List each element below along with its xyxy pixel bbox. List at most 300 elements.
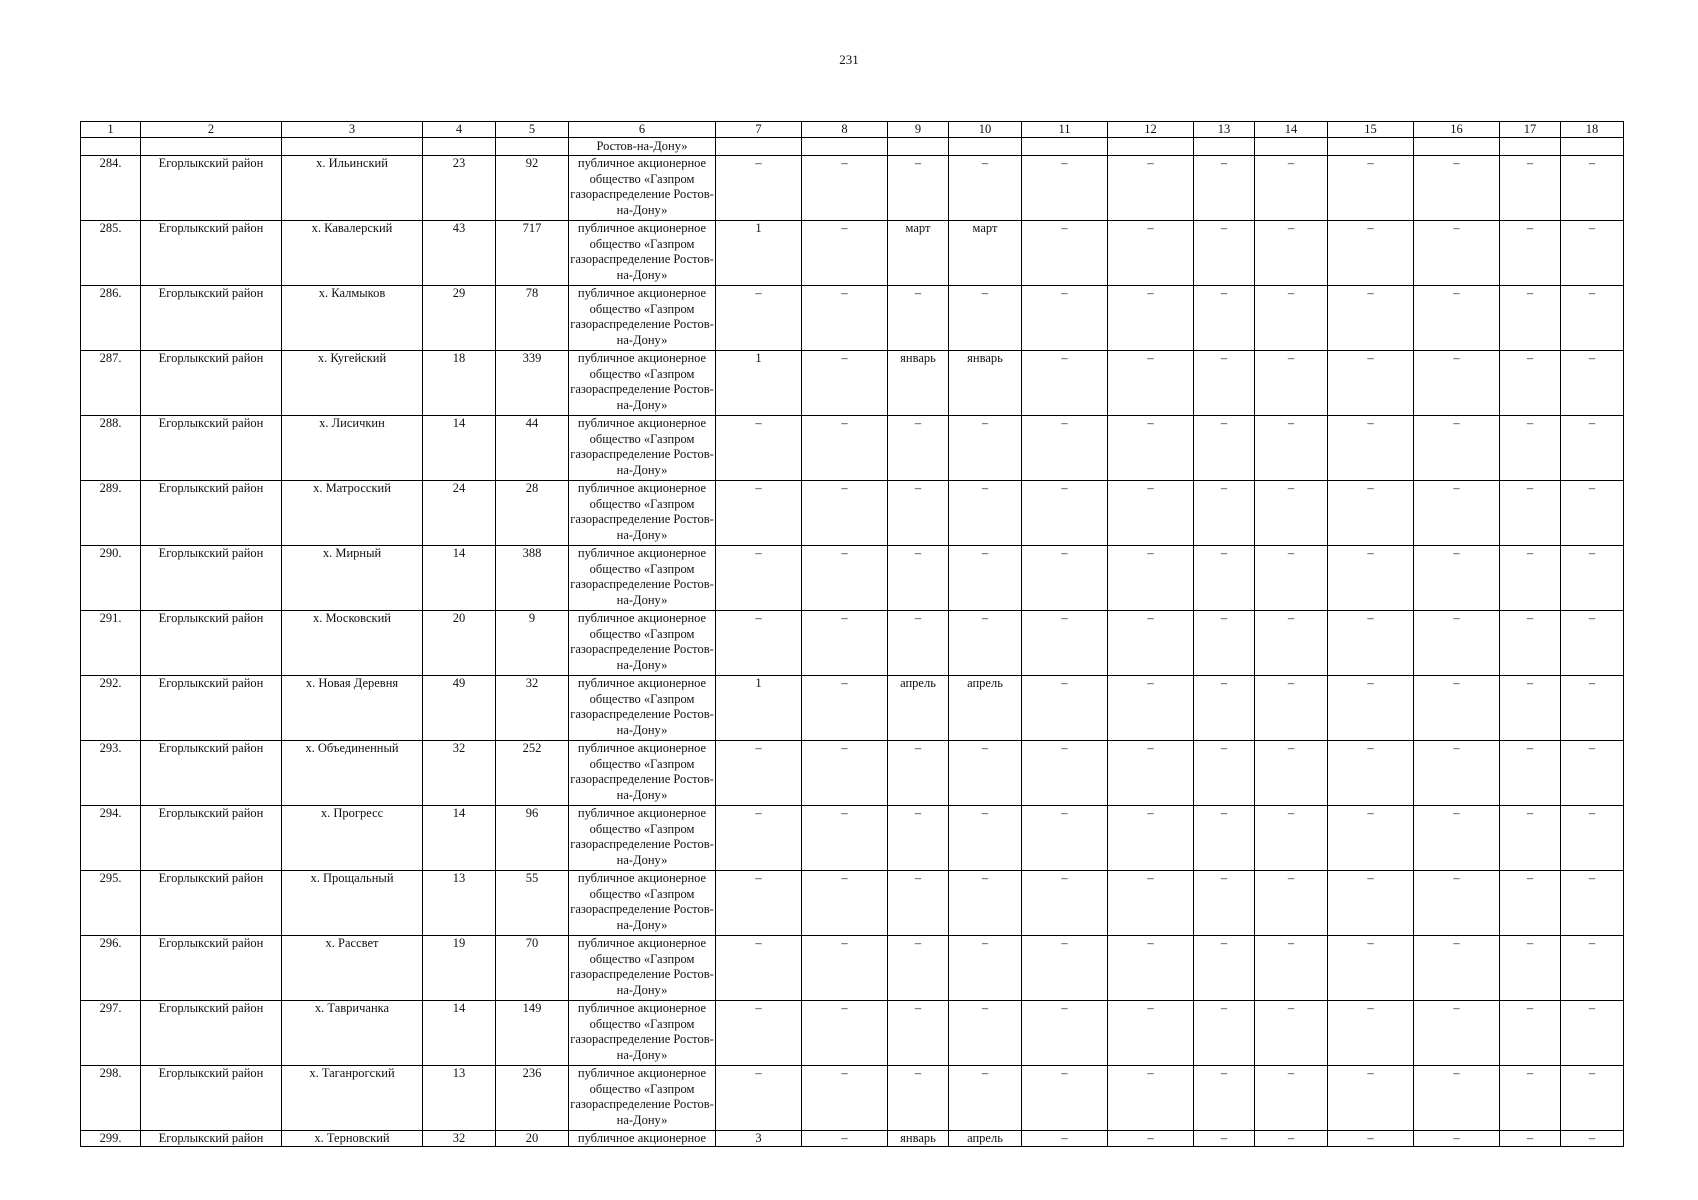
value-cell: 32 bbox=[423, 741, 496, 806]
value-cell: – bbox=[1561, 611, 1624, 676]
value-cell: 1 bbox=[716, 676, 802, 741]
value-cell: 44 bbox=[496, 416, 569, 481]
value-cell: – bbox=[1500, 806, 1561, 871]
row-number-cell: 289. bbox=[81, 481, 141, 546]
value-cell: – bbox=[1108, 741, 1194, 806]
month-cell: – bbox=[888, 286, 949, 351]
district-cell: Егорлыкский район bbox=[141, 936, 282, 1001]
value-cell: – bbox=[1561, 156, 1624, 221]
value-cell: – bbox=[716, 481, 802, 546]
month-cell: – bbox=[888, 741, 949, 806]
empty-cell bbox=[1255, 138, 1328, 156]
column-number: 9 bbox=[888, 122, 949, 138]
value-cell: – bbox=[1255, 546, 1328, 611]
value-cell: – bbox=[1561, 546, 1624, 611]
value-cell: 32 bbox=[496, 676, 569, 741]
empty-cell bbox=[423, 138, 496, 156]
empty-cell bbox=[802, 138, 888, 156]
value-cell: – bbox=[1194, 416, 1255, 481]
value-cell: – bbox=[1108, 1066, 1194, 1131]
value-cell: – bbox=[1194, 286, 1255, 351]
value-cell: – bbox=[1022, 936, 1108, 1001]
value-cell: – bbox=[1561, 676, 1624, 741]
row-number-cell: 292. bbox=[81, 676, 141, 741]
value-cell: 43 bbox=[423, 221, 496, 286]
month-cell: – bbox=[888, 871, 949, 936]
month-cell: – bbox=[949, 741, 1022, 806]
month-cell: – bbox=[949, 871, 1022, 936]
operator-cell: публичное акционерное общество «Газпром газораспределение Ростов-на-Дону» bbox=[569, 871, 716, 936]
month-cell: январь bbox=[888, 351, 949, 416]
value-cell: – bbox=[1500, 1066, 1561, 1131]
operator-cell: публичное акционерное общество «Газпром газораспределение Ростов-на-Дону» bbox=[569, 546, 716, 611]
column-number: 4 bbox=[423, 122, 496, 138]
table-row bbox=[81, 611, 1624, 676]
column-number: 6 bbox=[569, 122, 716, 138]
empty-cell bbox=[1500, 138, 1561, 156]
month-cell: – bbox=[949, 286, 1022, 351]
value-cell: – bbox=[1022, 1001, 1108, 1066]
value-cell: – bbox=[802, 676, 888, 741]
district-cell: Егорлыкский район bbox=[141, 871, 282, 936]
district-cell: Егорлыкский район bbox=[141, 221, 282, 286]
value-cell: – bbox=[1414, 1131, 1500, 1147]
value-cell: – bbox=[1414, 741, 1500, 806]
empty-cell bbox=[888, 138, 949, 156]
empty-cell bbox=[141, 138, 282, 156]
column-number-row bbox=[81, 122, 1624, 138]
operator-cell: публичное акционерное общество «Газпром газораспределение Ростов-на-Дону» bbox=[569, 481, 716, 546]
district-cell: Егорлыкский район bbox=[141, 741, 282, 806]
value-cell: – bbox=[1194, 806, 1255, 871]
value-cell: – bbox=[1561, 481, 1624, 546]
value-cell: – bbox=[716, 871, 802, 936]
value-cell: 388 bbox=[496, 546, 569, 611]
value-cell: – bbox=[1194, 871, 1255, 936]
value-cell: 78 bbox=[496, 286, 569, 351]
value-cell: – bbox=[1328, 1001, 1414, 1066]
value-cell: 18 bbox=[423, 351, 496, 416]
value-cell: – bbox=[1414, 806, 1500, 871]
value-cell: – bbox=[716, 286, 802, 351]
district-cell: Егорлыкский район bbox=[141, 416, 282, 481]
empty-cell bbox=[1561, 138, 1624, 156]
value-cell: – bbox=[1108, 286, 1194, 351]
month-cell: – bbox=[949, 546, 1022, 611]
district-cell: Егорлыкский район bbox=[141, 1066, 282, 1131]
value-cell: – bbox=[1328, 676, 1414, 741]
value-cell: – bbox=[802, 936, 888, 1001]
value-cell: – bbox=[1255, 351, 1328, 416]
row-number-cell: 288. bbox=[81, 416, 141, 481]
operator-cell: публичное акционерное общество «Газпром газораспределение Ростов-на-Дону» bbox=[569, 806, 716, 871]
value-cell: – bbox=[1414, 871, 1500, 936]
value-cell: 29 bbox=[423, 286, 496, 351]
month-cell: – bbox=[888, 1066, 949, 1131]
value-cell: 1 bbox=[716, 221, 802, 286]
value-cell: – bbox=[1194, 936, 1255, 1001]
value-cell: – bbox=[1561, 1131, 1624, 1147]
value-cell: – bbox=[1022, 871, 1108, 936]
column-number: 8 bbox=[802, 122, 888, 138]
value-cell: – bbox=[1500, 221, 1561, 286]
month-cell: апрель bbox=[949, 1131, 1022, 1147]
value-cell: – bbox=[1255, 936, 1328, 1001]
value-cell: 9 bbox=[496, 611, 569, 676]
table-row bbox=[81, 1066, 1624, 1131]
value-cell: – bbox=[1500, 286, 1561, 351]
value-cell: – bbox=[716, 1066, 802, 1131]
empty-cell bbox=[1022, 138, 1108, 156]
value-cell: – bbox=[1255, 1001, 1328, 1066]
value-cell: – bbox=[1194, 546, 1255, 611]
district-cell: Егорлыкский район bbox=[141, 481, 282, 546]
value-cell: – bbox=[1414, 351, 1500, 416]
value-cell: – bbox=[1108, 416, 1194, 481]
empty-cell bbox=[949, 138, 1022, 156]
month-cell: – bbox=[949, 481, 1022, 546]
operator-cell: публичное акционерное общество «Газпром газораспределение Ростов-на-Дону» bbox=[569, 936, 716, 1001]
value-cell: – bbox=[1022, 221, 1108, 286]
value-cell: 13 bbox=[423, 871, 496, 936]
value-cell: – bbox=[802, 741, 888, 806]
value-cell: – bbox=[1500, 156, 1561, 221]
table-row bbox=[81, 741, 1624, 806]
operator-cell: публичное акционерное общество «Газпром газораспределение Ростов-на-Дону» bbox=[569, 286, 716, 351]
month-cell: – bbox=[949, 611, 1022, 676]
empty-cell bbox=[716, 138, 802, 156]
empty-cell bbox=[496, 138, 569, 156]
value-cell: – bbox=[1561, 221, 1624, 286]
operator-cell: публичное акционерное общество «Газпром газораспределение Ростов-на-Дону» bbox=[569, 221, 716, 286]
month-cell: – bbox=[888, 156, 949, 221]
table-row bbox=[81, 676, 1624, 741]
district-cell: Егорлыкский район bbox=[141, 806, 282, 871]
empty-cell bbox=[282, 138, 423, 156]
value-cell: 20 bbox=[423, 611, 496, 676]
district-cell: Егорлыкский район bbox=[141, 286, 282, 351]
value-cell: – bbox=[1414, 611, 1500, 676]
table-row bbox=[81, 156, 1624, 221]
value-cell: – bbox=[1194, 156, 1255, 221]
value-cell: 23 bbox=[423, 156, 496, 221]
row-number-cell: 294. bbox=[81, 806, 141, 871]
value-cell: – bbox=[1328, 351, 1414, 416]
value-cell: – bbox=[1328, 611, 1414, 676]
empty-cell bbox=[81, 138, 141, 156]
value-cell: 14 bbox=[423, 806, 496, 871]
settlement-cell: х. Новая Деревня bbox=[282, 676, 423, 741]
district-cell: Егорлыкский район bbox=[141, 156, 282, 221]
column-number: 1 bbox=[81, 122, 141, 138]
value-cell: – bbox=[1500, 416, 1561, 481]
table-row bbox=[81, 1001, 1624, 1066]
value-cell: 13 bbox=[423, 1066, 496, 1131]
settlement-cell: х. Терновский bbox=[282, 1131, 423, 1147]
value-cell: 55 bbox=[496, 871, 569, 936]
table-row bbox=[81, 286, 1624, 351]
value-cell: 24 bbox=[423, 481, 496, 546]
month-cell: – bbox=[949, 1001, 1022, 1066]
value-cell: – bbox=[1414, 481, 1500, 546]
table-row bbox=[81, 351, 1624, 416]
empty-cell bbox=[1414, 138, 1500, 156]
district-cell: Егорлыкский район bbox=[141, 1131, 282, 1147]
operator-cell: публичное акционерное общество «Газпром газораспределение Ростов-на-Дону» bbox=[569, 156, 716, 221]
value-cell: – bbox=[1255, 806, 1328, 871]
value-cell: – bbox=[716, 416, 802, 481]
value-cell: – bbox=[1194, 741, 1255, 806]
row-number-cell: 286. bbox=[81, 286, 141, 351]
value-cell: – bbox=[1561, 871, 1624, 936]
month-cell: март bbox=[888, 221, 949, 286]
value-cell: – bbox=[1328, 286, 1414, 351]
operator-cell: публичное акционерное общество «Газпром газораспределение Ростов-на-Дону» bbox=[569, 741, 716, 806]
month-cell: – bbox=[888, 806, 949, 871]
settlement-cell: х. Калмыков bbox=[282, 286, 423, 351]
value-cell: – bbox=[1414, 676, 1500, 741]
value-cell: – bbox=[802, 481, 888, 546]
value-cell: – bbox=[716, 611, 802, 676]
value-cell: 92 bbox=[496, 156, 569, 221]
row-number-cell: 290. bbox=[81, 546, 141, 611]
operator-cell: публичное акционерное общество «Газпром газораспределение Ростов-на-Дону» bbox=[569, 1001, 716, 1066]
value-cell: – bbox=[1328, 1131, 1414, 1147]
table-row bbox=[81, 221, 1624, 286]
value-cell: – bbox=[1414, 1066, 1500, 1131]
value-cell: – bbox=[1500, 936, 1561, 1001]
value-cell: – bbox=[1255, 1066, 1328, 1131]
row-number-cell: 297. bbox=[81, 1001, 141, 1066]
value-cell: 32 bbox=[423, 1131, 496, 1147]
value-cell: – bbox=[1022, 481, 1108, 546]
value-cell: – bbox=[1194, 221, 1255, 286]
value-cell: – bbox=[1328, 221, 1414, 286]
column-number: 2 bbox=[141, 122, 282, 138]
value-cell: – bbox=[1414, 416, 1500, 481]
table-row bbox=[81, 936, 1624, 1001]
value-cell: – bbox=[1255, 156, 1328, 221]
value-cell: – bbox=[1108, 1131, 1194, 1147]
district-cell: Егорлыкский район bbox=[141, 351, 282, 416]
value-cell: – bbox=[1328, 546, 1414, 611]
table-row bbox=[81, 1131, 1624, 1147]
value-cell: 1 bbox=[716, 351, 802, 416]
district-cell: Егорлыкский район bbox=[141, 1001, 282, 1066]
column-number: 16 bbox=[1414, 122, 1500, 138]
operator-cell: публичное акционерное общество «Газпром газораспределение Ростов-на-Дону» bbox=[569, 676, 716, 741]
value-cell: – bbox=[1414, 936, 1500, 1001]
value-cell: – bbox=[1255, 221, 1328, 286]
value-cell: – bbox=[1194, 1131, 1255, 1147]
settlement-cell: х. Рассвет bbox=[282, 936, 423, 1001]
value-cell: – bbox=[1500, 481, 1561, 546]
value-cell: – bbox=[1328, 871, 1414, 936]
value-cell: – bbox=[1022, 156, 1108, 221]
value-cell: – bbox=[1561, 1001, 1624, 1066]
value-cell: – bbox=[1561, 741, 1624, 806]
value-cell: 20 bbox=[496, 1131, 569, 1147]
month-cell: январь bbox=[949, 351, 1022, 416]
value-cell: – bbox=[1108, 676, 1194, 741]
value-cell: – bbox=[1328, 156, 1414, 221]
column-number: 7 bbox=[716, 122, 802, 138]
settlement-cell: х. Кугейский bbox=[282, 351, 423, 416]
column-number: 3 bbox=[282, 122, 423, 138]
month-cell: – bbox=[888, 481, 949, 546]
row-number-cell: 287. bbox=[81, 351, 141, 416]
value-cell: – bbox=[802, 546, 888, 611]
value-cell: – bbox=[1022, 806, 1108, 871]
value-cell: – bbox=[1500, 741, 1561, 806]
page-number: 231 bbox=[839, 52, 859, 67]
value-cell: – bbox=[1194, 351, 1255, 416]
value-cell: – bbox=[802, 286, 888, 351]
value-cell: – bbox=[1328, 1066, 1414, 1131]
row-number-cell: 295. bbox=[81, 871, 141, 936]
district-cell: Егорлыкский район bbox=[141, 611, 282, 676]
empty-cell bbox=[1328, 138, 1414, 156]
value-cell: – bbox=[1108, 481, 1194, 546]
value-cell: 236 bbox=[496, 1066, 569, 1131]
value-cell: – bbox=[1328, 806, 1414, 871]
value-cell: – bbox=[1414, 1001, 1500, 1066]
value-cell: – bbox=[802, 1131, 888, 1147]
value-cell: – bbox=[1328, 416, 1414, 481]
value-cell: 339 bbox=[496, 351, 569, 416]
value-cell: – bbox=[716, 156, 802, 221]
settlement-cell: х. Кавалерский bbox=[282, 221, 423, 286]
row-number-cell: 298. bbox=[81, 1066, 141, 1131]
value-cell: – bbox=[1022, 351, 1108, 416]
value-cell: 252 bbox=[496, 741, 569, 806]
value-cell: – bbox=[1194, 611, 1255, 676]
value-cell: 49 bbox=[423, 676, 496, 741]
value-cell: – bbox=[1108, 1001, 1194, 1066]
value-cell: 3 bbox=[716, 1131, 802, 1147]
value-cell: – bbox=[716, 741, 802, 806]
value-cell: – bbox=[1108, 611, 1194, 676]
settlement-cell: х. Прогресс bbox=[282, 806, 423, 871]
column-number: 5 bbox=[496, 122, 569, 138]
value-cell: – bbox=[1561, 286, 1624, 351]
value-cell: – bbox=[802, 416, 888, 481]
value-cell: – bbox=[1108, 351, 1194, 416]
month-cell: – bbox=[888, 611, 949, 676]
value-cell: – bbox=[716, 1001, 802, 1066]
row-number-cell: 293. bbox=[81, 741, 141, 806]
value-cell: – bbox=[1022, 1066, 1108, 1131]
operator-cell: публичное акционерное общество «Газпром газораспределение Ростов-на-Дону» bbox=[569, 416, 716, 481]
value-cell: – bbox=[1500, 546, 1561, 611]
value-cell: 717 bbox=[496, 221, 569, 286]
month-cell: – bbox=[949, 156, 1022, 221]
month-cell: – bbox=[888, 546, 949, 611]
column-number: 18 bbox=[1561, 122, 1624, 138]
empty-cell bbox=[1194, 138, 1255, 156]
value-cell: – bbox=[1255, 611, 1328, 676]
value-cell: – bbox=[1255, 1131, 1328, 1147]
operator-cell: публичное акционерное общество «Газпром газораспределение Ростов-на-Дону» bbox=[569, 351, 716, 416]
column-number: 10 bbox=[949, 122, 1022, 138]
value-cell: – bbox=[1022, 676, 1108, 741]
month-cell: апрель bbox=[888, 676, 949, 741]
value-cell: 96 bbox=[496, 806, 569, 871]
settlement-cell: х. Таганрогский bbox=[282, 1066, 423, 1131]
value-cell: – bbox=[1561, 806, 1624, 871]
month-cell: – bbox=[949, 936, 1022, 1001]
column-number: 11 bbox=[1022, 122, 1108, 138]
gasification-schedule-table bbox=[80, 121, 1624, 1147]
value-cell: – bbox=[1255, 676, 1328, 741]
settlement-cell: х. Тавричанка bbox=[282, 1001, 423, 1066]
value-cell: – bbox=[1500, 1131, 1561, 1147]
continuation-row bbox=[81, 138, 1624, 156]
value-cell: – bbox=[1022, 286, 1108, 351]
table-row bbox=[81, 806, 1624, 871]
value-cell: – bbox=[1414, 286, 1500, 351]
operator-cell: публичное акционерное общество «Газпром газораспределение Ростов-на-Дону» bbox=[569, 611, 716, 676]
value-cell: – bbox=[1022, 611, 1108, 676]
value-cell: – bbox=[1255, 741, 1328, 806]
settlement-cell: х. Ильинский bbox=[282, 156, 423, 221]
value-cell: – bbox=[1022, 546, 1108, 611]
column-number: 17 bbox=[1500, 122, 1561, 138]
value-cell: – bbox=[1194, 1066, 1255, 1131]
value-cell: – bbox=[1108, 221, 1194, 286]
value-cell: – bbox=[1500, 351, 1561, 416]
column-number: 12 bbox=[1108, 122, 1194, 138]
row-number-cell: 296. bbox=[81, 936, 141, 1001]
month-cell: март bbox=[949, 221, 1022, 286]
value-cell: – bbox=[802, 156, 888, 221]
month-cell: – bbox=[949, 1066, 1022, 1131]
value-cell: – bbox=[1414, 221, 1500, 286]
month-cell: – bbox=[949, 416, 1022, 481]
value-cell: – bbox=[1022, 416, 1108, 481]
value-cell: – bbox=[1022, 1131, 1108, 1147]
value-cell: – bbox=[1561, 351, 1624, 416]
value-cell: – bbox=[1500, 611, 1561, 676]
district-cell: Егорлыкский район bbox=[141, 546, 282, 611]
table-row bbox=[81, 546, 1624, 611]
month-cell: – bbox=[949, 806, 1022, 871]
value-cell: 149 bbox=[496, 1001, 569, 1066]
value-cell: – bbox=[1255, 871, 1328, 936]
value-cell: – bbox=[1108, 871, 1194, 936]
value-cell: – bbox=[802, 806, 888, 871]
value-cell: – bbox=[1194, 1001, 1255, 1066]
operator-cell: публичное акционерное bbox=[569, 1131, 716, 1147]
value-cell: – bbox=[1255, 481, 1328, 546]
value-cell: – bbox=[716, 936, 802, 1001]
row-number-cell: 291. bbox=[81, 611, 141, 676]
value-cell: – bbox=[802, 1066, 888, 1131]
value-cell: – bbox=[1328, 936, 1414, 1001]
operator-cell: публичное акционерное общество «Газпром газораспределение Ростов-на-Дону» bbox=[569, 1066, 716, 1131]
row-number-cell: 284. bbox=[81, 156, 141, 221]
value-cell: – bbox=[802, 351, 888, 416]
value-cell: – bbox=[1328, 741, 1414, 806]
value-cell: – bbox=[802, 871, 888, 936]
table-row bbox=[81, 481, 1624, 546]
value-cell: 14 bbox=[423, 1001, 496, 1066]
value-cell: 14 bbox=[423, 546, 496, 611]
value-cell: – bbox=[802, 611, 888, 676]
empty-cell bbox=[1108, 138, 1194, 156]
settlement-cell: х. Московский bbox=[282, 611, 423, 676]
value-cell: – bbox=[1108, 156, 1194, 221]
